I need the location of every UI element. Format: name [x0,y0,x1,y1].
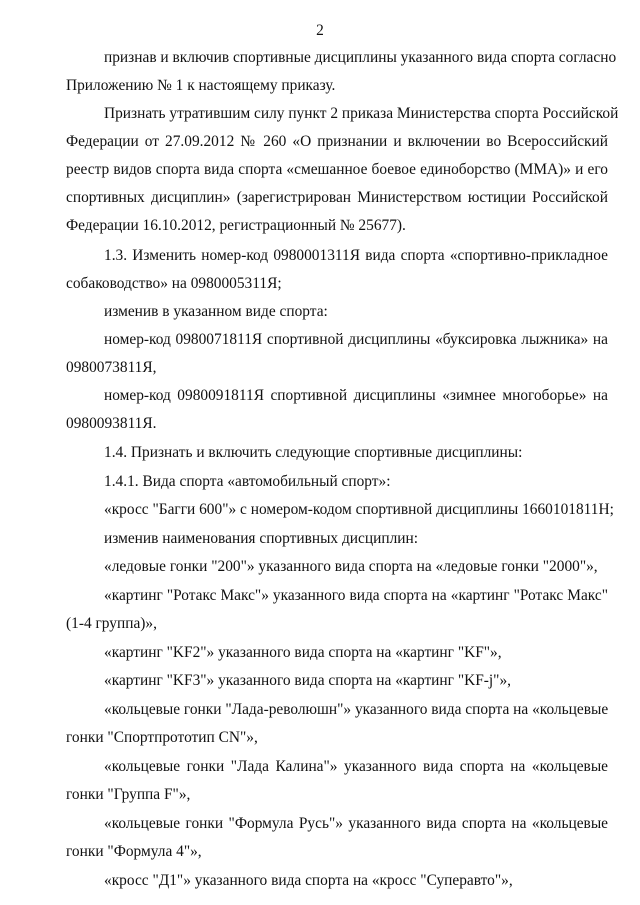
text-line: собаководство» на 0980005311Я; [66,275,282,292]
text-line: гонки "Формула 4"», [66,843,202,860]
text-line: 0980093811Я. [66,415,157,432]
text-line: спортивных дисциплин» (зарегистрирован Министерством юстиции Российской [66,189,608,206]
text-line: «кольцевые гонки "Формула Русь"» указанного вида спорта на «кольцевые [104,815,608,832]
text-line: гонки "Спортпрототип CN"», [66,729,258,746]
text-line: 1.4. Признать и включить следующие спортивные дисциплины: [104,444,523,461]
page-number: 2 [316,22,324,39]
text-line: Федерации от 27.09.2012 № 260 «О признании и включении во Всероссийский [66,133,608,150]
text-line: 0980073811Я, [66,359,157,376]
text-line: признав и включив спортивные дисциплины указанного вида спорта согласно [104,49,617,66]
text-line: «ледовые гонки "200"» указанного вида спорта на «ледовые гонки "2000"», [104,558,598,575]
text-line: (1-4 группа)», [66,615,157,632]
text-line: номер-код 0980091811Я спортивной дисциплины «зимнее многоборье» на [104,387,608,404]
text-line: «картинг "KF3"» указанного вида спорта на «картинг "KF-j"», [104,672,512,689]
text-line: Приложению № 1 к настоящему приказу. [66,77,336,94]
text-line: «кросс "Д1"» указанного вида спорта на «кросс "Суперавто"», [104,872,513,889]
text-line: 1.3. Изменить номер-код 0980001311Я вида спорта «спортивно-прикладное [104,247,608,264]
text-line: 1.4.1. Вида спорта «автомобильный спорт»: [104,473,391,490]
text-line: Федерации 16.10.2012, регистрационный № 25677). [66,217,406,234]
text-line: реестр видов спорта вида спорта «смешанное боевое единоборство (ММА)» и его [66,161,608,178]
text-line: «кольцевые гонки "Лада-революшн"» указанного вида спорта на «кольцевые [104,701,609,718]
text-line: гонки "Группа F"», [66,786,191,803]
text-line: изменив наименования спортивных дисциплин: [104,530,418,547]
text-line: номер-код 0980071811Я спортивной дисциплины «буксировка лыжника» на [104,331,608,348]
text-line: изменив в указанном виде спорта: [104,303,328,320]
text-line: «картинг "Ротакс Макс"» указанного вида спорта на «картинг "Ротакс Макс" [104,587,608,604]
text-line: Признать утратившим силу пункт 2 приказа Министерства спорта Российской [104,105,619,122]
text-line: «картинг "KF2"» указанного вида спорта на «картинг "KF"», [104,644,502,661]
text-line: «кольцевые гонки "Лада Калина"» указанного вида спорта на «кольцевые [104,758,608,775]
text-line: «кросс "Багги 600"» с номером-кодом спортивной дисциплины 1660101811Н; [104,501,614,518]
